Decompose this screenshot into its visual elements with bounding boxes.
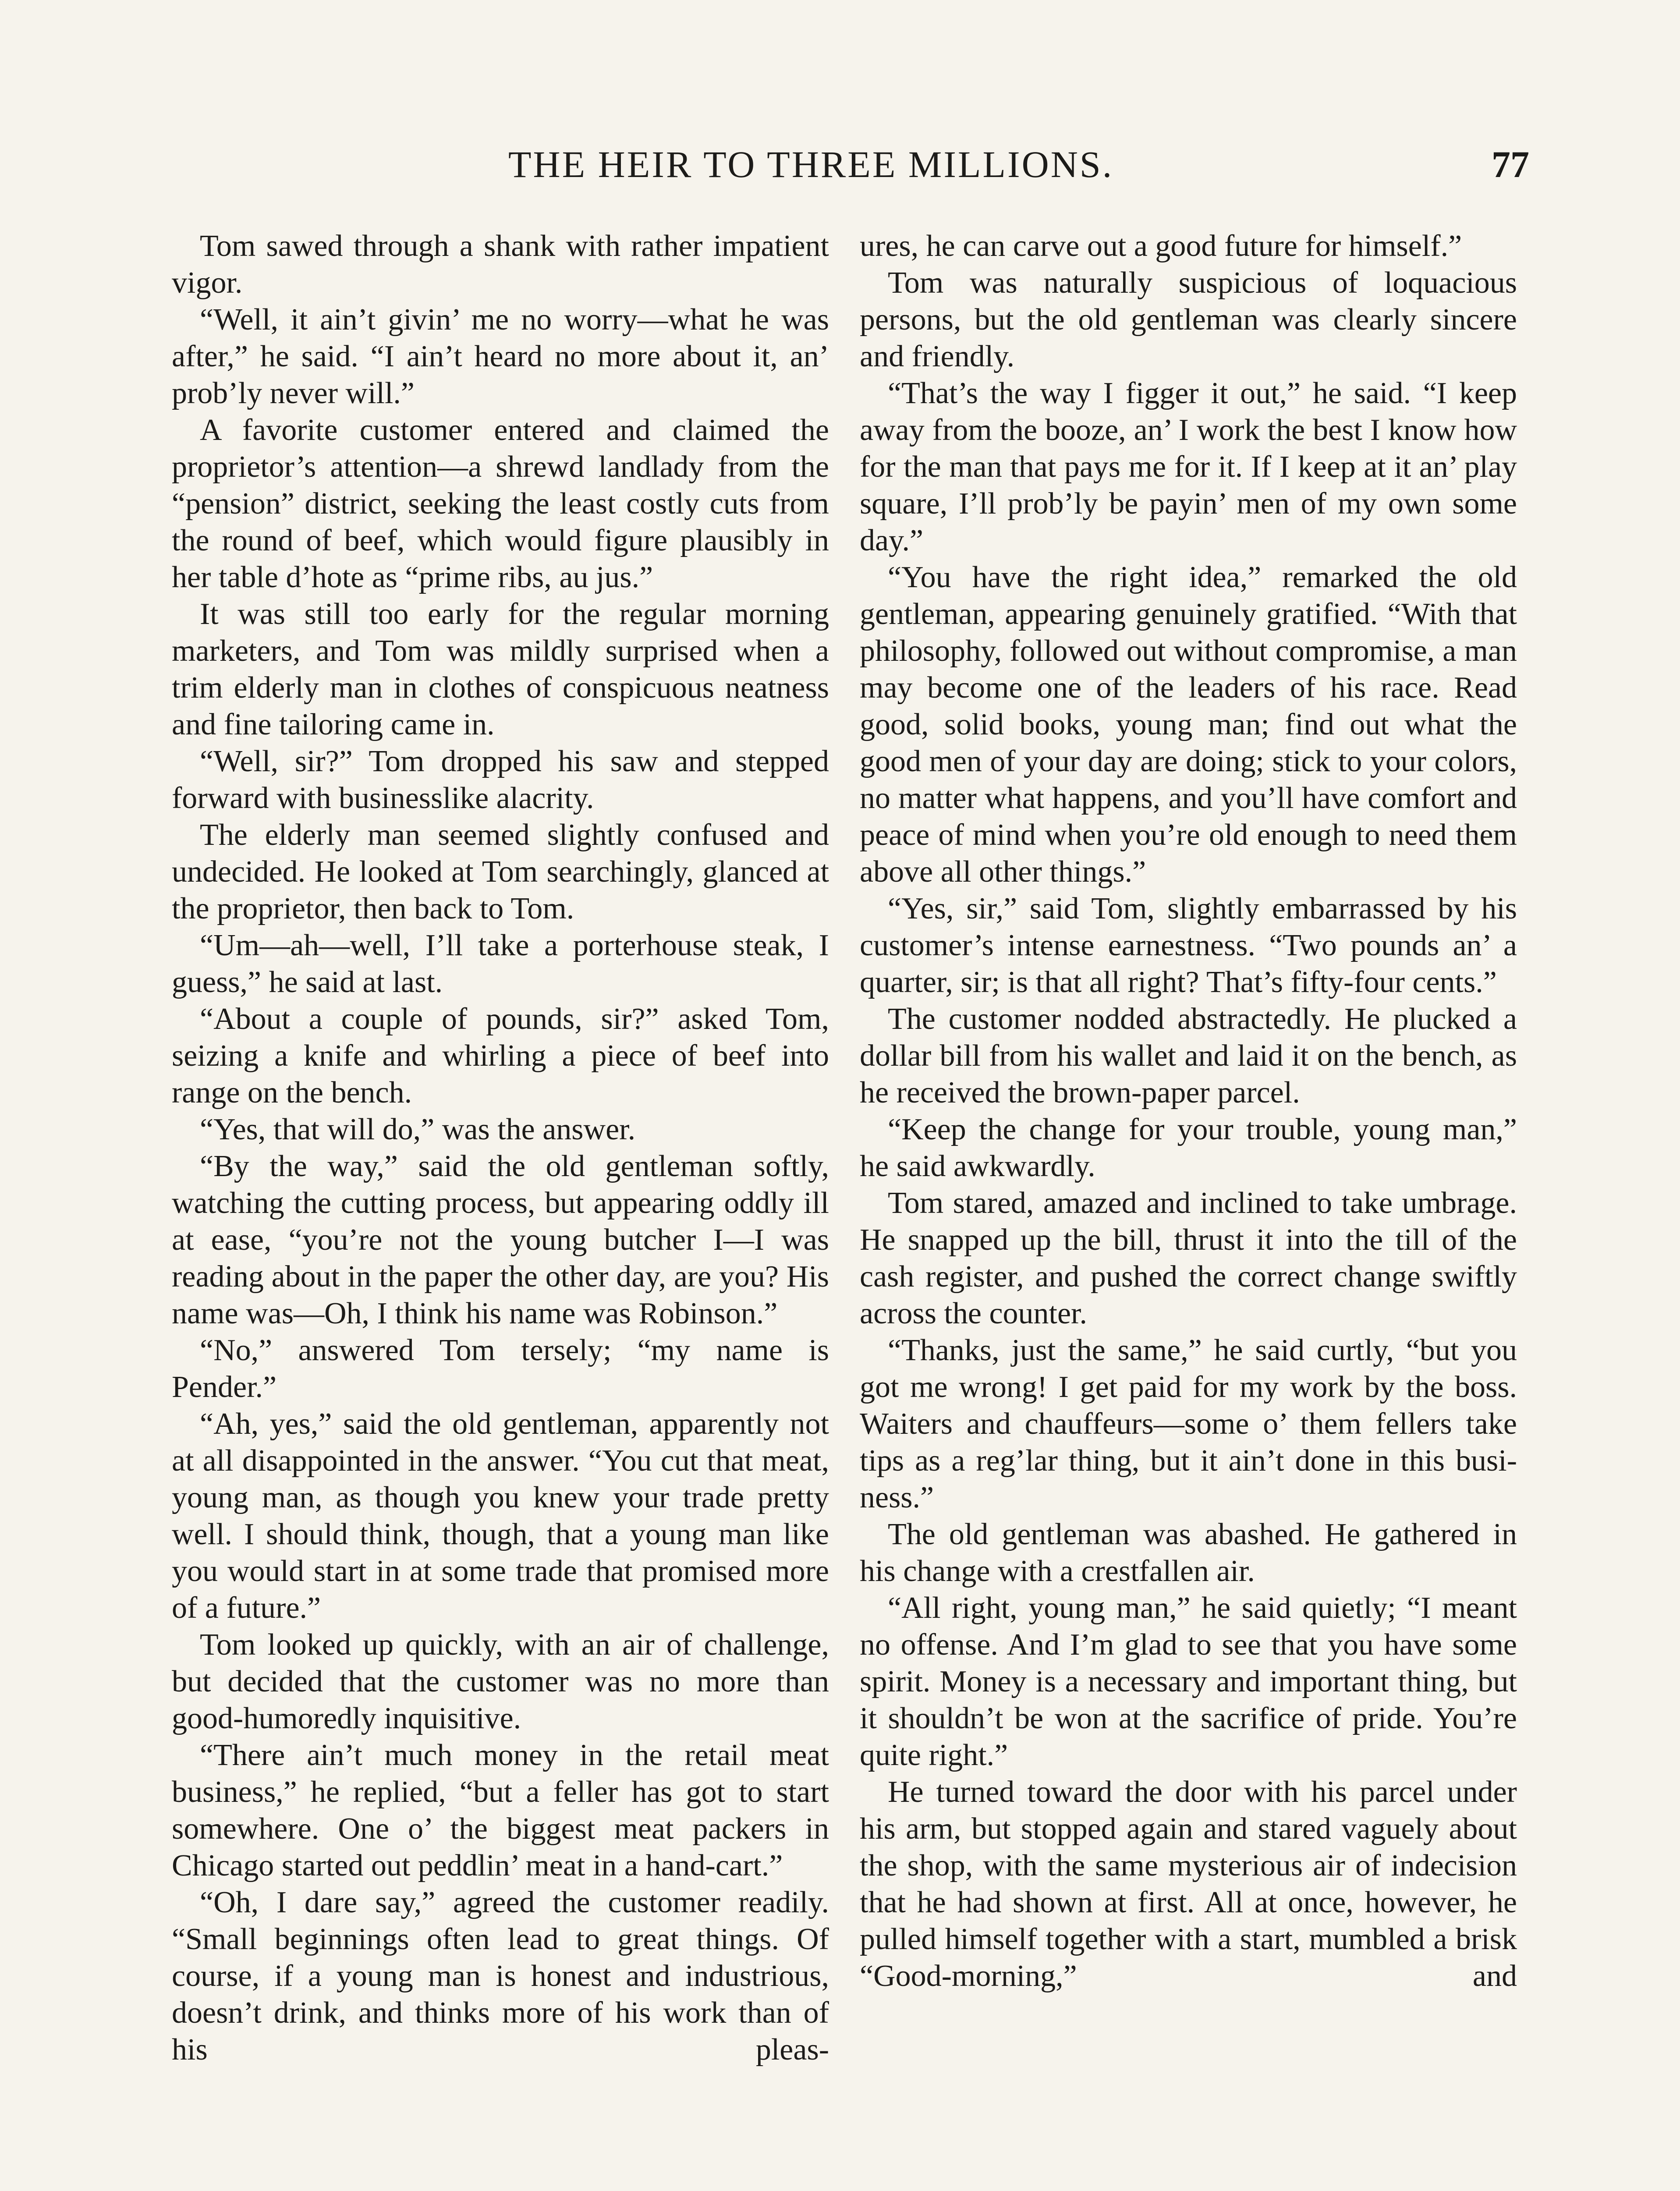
paragraph: “Ah, yes,” said the old gentleman, apparently not at all disappointed in the answer. “You cut that meat, young man, as though you knew your trade pretty well. I should think, though, that a young man like you would start in at some trade that promised more of a future.” [172,1407,829,1625]
paragraph: “Thanks, just the same,” he said curtly, “but you got me wrong! I get paid for my work by the boss. Waiters and chauffeurs—some o’ them fellers take tips as a reg’lar thing, but it ain’t done in this business.” [860,1333,1517,1514]
paragraph: “You have the right idea,” remarked the old gentleman, appearing genuinely gratified. “With that philosophy, followed out without compromise, a man may become one of the leaders of his race. Read good, solid books, young man; find out what the good men of your day are doing; stick to your colors, no matter what happens, and you’ll have comfort and peace of mind when you’re old enough to need them above all other things.” [860,560,1517,889]
paragraph: “Yes, that will do,” was the answer. [200,1113,636,1146]
paragraph: Tom looked up quickly, with an air of challenge, but decided that the customer was no more than good-humoredly inquisitive. [172,1628,829,1735]
paragraph: “All right, young man,” he said quietly; “I meant no offense. And I’m glad to see that you have some spirit. Money is a necessary and important thing, but it shouldn’t be won at the sacrifice of pride. You’re quite right.” [860,1591,1517,1772]
paragraph: A favorite customer entered and claimed the proprietor’s attention—a shrewd landlady from the “pension” district, seeking the least costly cuts from the round of beef, which would figure plausibly in her table d’hote as “prime ribs, au jus.” [172,413,829,594]
paragraph: Tom stared, amazed and inclined to take umbrage. He snapped up the bill, thrust it into the till of the cash register, and pushed the correct change swiftly across the counter. [860,1186,1517,1330]
paragraph: “There ain’t much money in the retail meat business,” he replied, “but a feller has got to start somewhere. One o’ the biggest meat packers in Chicago started out peddlin’ meat in a hand-cart.” [172,1738,829,1883]
paragraph: “Yes, sir,” said Tom, slightly embarrassed by his customer’s intense earnestness. “Two pounds an’ a quarter, sir; is that all right? That’s fifty-four cents.” [860,892,1517,999]
paragraph: “Oh, I dare say,” agreed the customer readily. “Small beginnings often lead to great things. Of course, if a young man is honest and industrious, doesn’t drink, and thinks more of his work than of his pleas- [172,1886,829,2067]
paragraph: “Keep the change for your trouble, young man,” he said awkwardly. [860,1113,1517,1183]
paragraph: The customer nodded abstractedly. He plucked a dollar bill from his wallet and laid it on the bench, as he received the brown-paper parcel. [860,1002,1517,1110]
paragraph: The elderly man seemed slightly confused and undecided. He looked at Tom searchingly, glanced at the proprietor, then back to Tom. [172,818,829,925]
paragraph: “No,” answered Tom tersely; “my name is Pender.” [172,1333,829,1404]
paragraph: “Well, it ain’t givin’ me no worry—what he was after,” he said. “I ain’t heard no more about it, an’ prob’ly never will.” [172,303,829,410]
running-head [171,142,1529,195]
paragraph: Tom sawed through a shank with rather impatient vigor. [172,229,829,300]
paragraph: “That’s the way I figger it out,” he said. “I keep away from the booze, an’ I work the best I know how for the man that pays me for it. If I keep at it an’ play square, I’ll prob’ly be payin’ men of my own some day.” [860,376,1517,557]
paragraph: The old gentleman was abashed. He gathered in his change with a crestfallen air. [860,1517,1517,1588]
text-column-right [860,228,1517,2191]
running-title: THE HEIR TO THREE MILLIONS. [508,143,1114,185]
paragraph: He turned toward the door with his parcel under his arm, but stopped again and stared vaguely about the shop, with the same mysterious air of indecision that he had shown at first. All at once, however, he pulled himself together with a start, mumbled a brisk “Good-morning,” and [860,1775,1517,1993]
paragraph: “Um—ah—well, I’ll take a porterhouse steak, I guess,” he said at last. [172,929,829,999]
page-number: 77 [1492,143,1529,185]
text-column-left [172,228,829,2191]
paragraph: ures, he can carve out a good future for himself.” [860,229,1462,263]
paragraph: Tom was naturally suspicious of loquacious persons, but the old gentleman was clearly sincere and friendly. [860,266,1517,373]
paragraph: “By the way,” said the old gentleman softly, watching the cutting process, but appearing oddly ill at ease, “you’re not the young butcher I—I was reading about in the paper the other day, are you? His name was—Oh, I think his name was Robinson.” [172,1149,829,1330]
paragraph: “Well, sir?” Tom dropped his saw and stepped forward with businesslike alacrity. [172,745,829,815]
paragraph: It was still too early for the regular morning marketers, and Tom was mildly surprised when a trim elderly man in clothes of conspicuous neatness and fine tailoring came in. [172,597,829,741]
paragraph: “About a couple of pounds, sir?” asked Tom, seizing a knife and whirling a piece of beef into range on the bench. [172,1002,829,1110]
